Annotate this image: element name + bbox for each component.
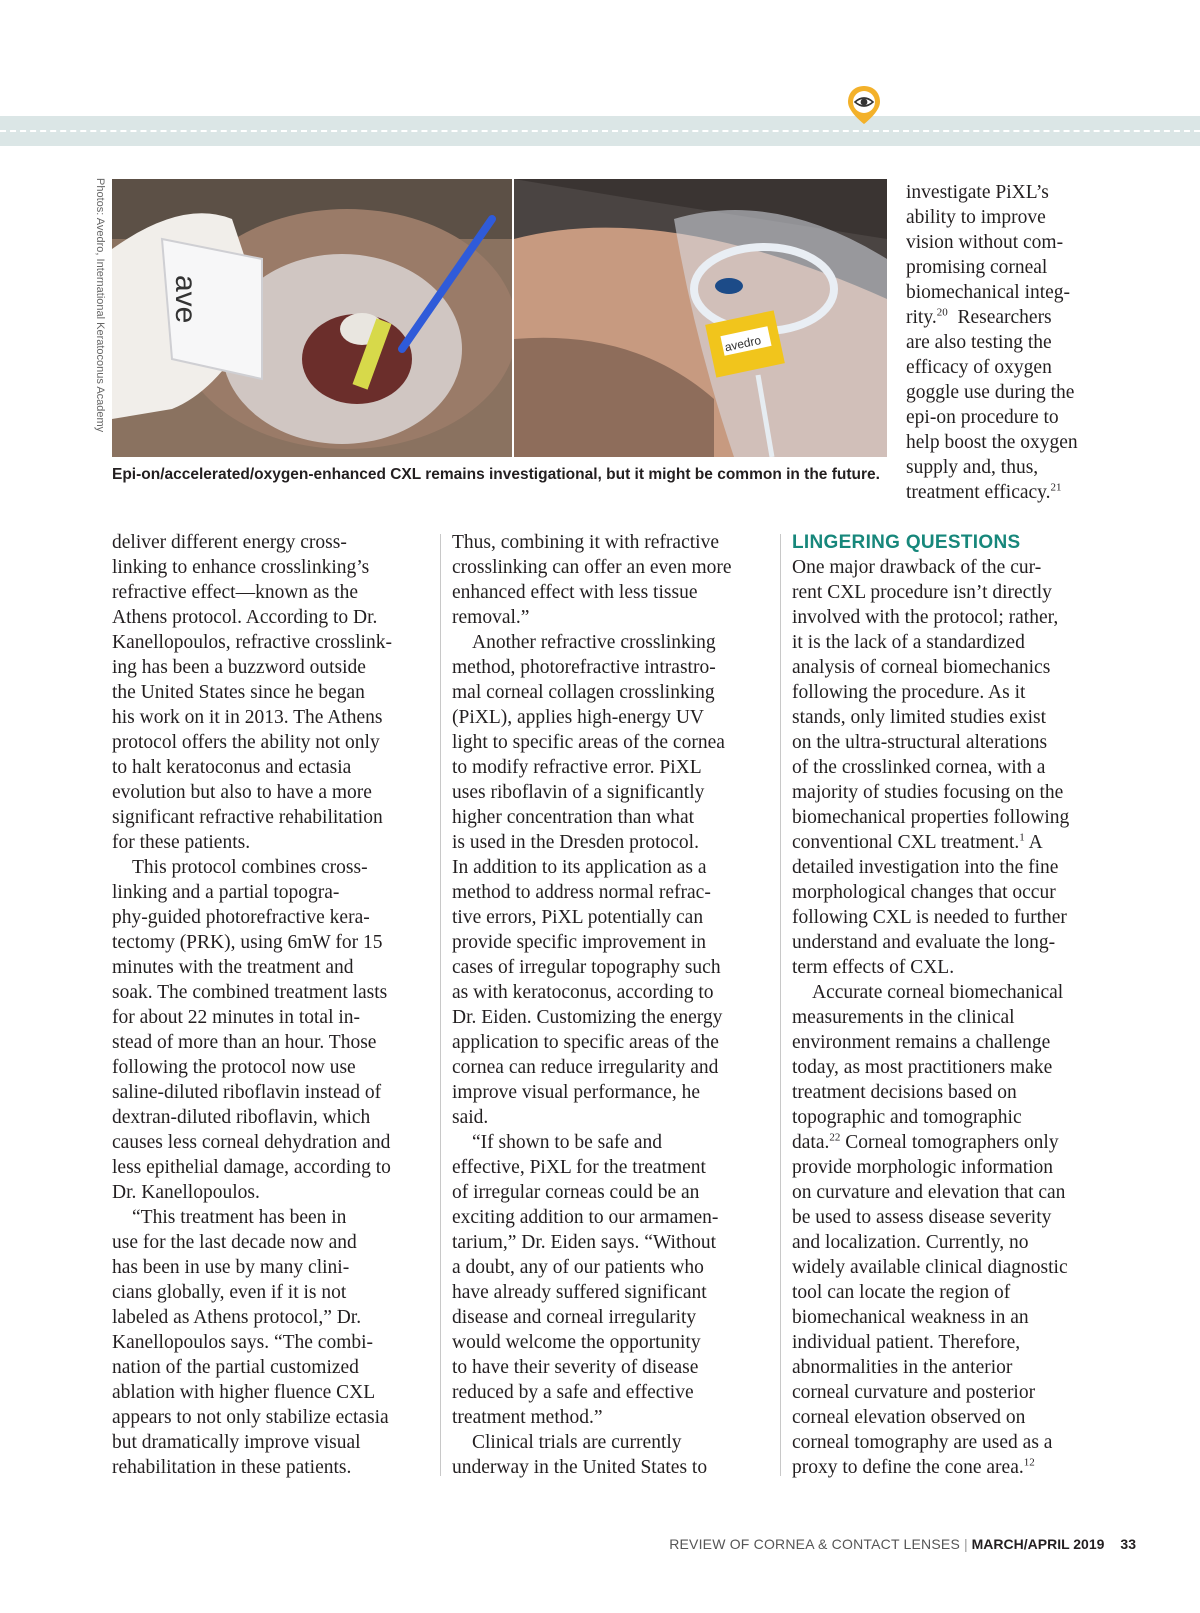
photo-credit: Photos: Avedro, International Keratoconus Academy bbox=[94, 178, 106, 433]
publication-name: REVIEW OF CORNEA & CONTACT LENSES bbox=[669, 1536, 960, 1552]
issue-date: MARCH/APRIL 2019 bbox=[971, 1536, 1105, 1552]
procedure-photo-right bbox=[514, 179, 887, 457]
svg-text:avedro: avedro bbox=[723, 333, 763, 355]
page-footer bbox=[669, 1536, 1136, 1552]
footer-separator: | bbox=[964, 1536, 968, 1552]
page-number: 33 bbox=[1120, 1536, 1136, 1552]
svg-text:ave: ave bbox=[169, 275, 202, 324]
column-rule bbox=[780, 534, 781, 1476]
section-heading: LINGERING QUESTIONS bbox=[792, 532, 1021, 553]
procedure-photo-left bbox=[112, 179, 512, 457]
column-rule bbox=[440, 534, 441, 1476]
photo-caption: Epi-on/accelerated/oxygen-enhanced CXL remains investigational, but it might be common in the future. bbox=[112, 466, 880, 483]
header-band bbox=[0, 116, 1200, 146]
article-column-1: deliver different energy cross- linking to enhance crosslinking’s refractive effect—known as the Athens protocol. According to Dr. Kanellopoulos, refractive crosslink- ing has been a buzzword outside the United States since he began his work on it in 2013. The Athens protocol offers the ability not only to halt keratoconus and ectasia evolution but also to have a more significant refractive rehabilitation for these patients. This protocol combines cross- linking and a partial topogra- phy-guided photorefractive kera- tectomy (PRK), using 6mW for 15 minutes with the treatment and soak. The combined treatment lasts for about 22 minutes in total in- stead of more than an hour. Those following the protocol now use saline-diluted riboflavin instead of dextran-diluted riboflavin, which causes less corneal dehydration and less epithelial damage, according to Dr. Kanellopoulos. “This treatment has been in use for the last decade now and has been in use by many clini- cians globally, even if it is not labeled as Athens protocol,” Dr. Kanellopoulos says. “The combi- nation of the partial customized ablation with higher fluence CXL appears to not only stabilize ectasia but dramatically improve visual rehabilitation in these patients. bbox=[112, 532, 392, 1478]
eye-icon bbox=[846, 84, 882, 126]
article-column-2: Thus, combining it with refractive crosslinking can offer an even more enhanced effect with less tissue removal.” Another refractive crosslinking method, photorefractive intrastro- mal corneal collagen crosslinking (PiXL), applies high-energy UV light to specific areas of the cornea to modify refractive error. PiXL uses riboflavin of a significantly higher concentration than what is used in the Dresden protocol. In addition to its application as a method to address normal refrac- tive errors, PiXL potentially can provide specific improvement in cases of irregular topography such as with keratoconus, according to Dr. Eiden. Customizing the energy application to specific areas of the cornea can reduce irregularity and improve visual performance, he said. “If shown to be safe and effective, PiXL for the treatment of irregular corneas could be an exciting addition to our armamen- tarium,” Dr. Eiden says. “Without a doubt, any of our patients who have already suffered significant disease and corneal irregularity would welcome the opportunity to have their severity of disease reduced by a safe and effective treatment method.” Clinical trials are currently underway in the United States to bbox=[452, 532, 732, 1478]
article-column-3: LINGERING QUESTIONS One major drawback of the cur- rent CXL procedure isn’t directly involved with the protocol; rather, it is the lack of a standardized analysis of corneal biomechanics following the procedure. As it stands, only limited studies exist on the ultra-structural alterations of the crosslinked cornea, with a majority of studies focusing on the biomechanical properties following conventional CXL treatment.$^1$ A detailed investigation into the fine morphological changes that occur following CXL is needed to further understand and evaluate the long- term effects of CXL. Accurate corneal biomechanical measurements in the clinical environment remains a challenge today, as most practitioners make treatment decisions based on topographic and tomographic data.$^{22}$ Corneal tomographers only provide morphologic information on curvature and elevation that can be used to assess disease severity and localization. Currently, no widely available clinical diagnostic tool can locate the region of biomechanical weakness in an individual patient. Therefore, abnormalities in the anterior corneal curvature and posterior corneal elevation observed on corneal tomography are used as a proxy to define the cone area.$^{12}$ bbox=[792, 530, 1110, 1480]
sidebar-text: investigate PiXL’s ability to improve vision without com- promising corneal biomechanical integ- rity.$^{20}$ Researchers are also testing the efficacy of oxygen goggle use during the epi-on procedure to help boost the oxygen supply and, thus, treatment efficacy.$^{21}$ bbox=[906, 182, 1078, 503]
